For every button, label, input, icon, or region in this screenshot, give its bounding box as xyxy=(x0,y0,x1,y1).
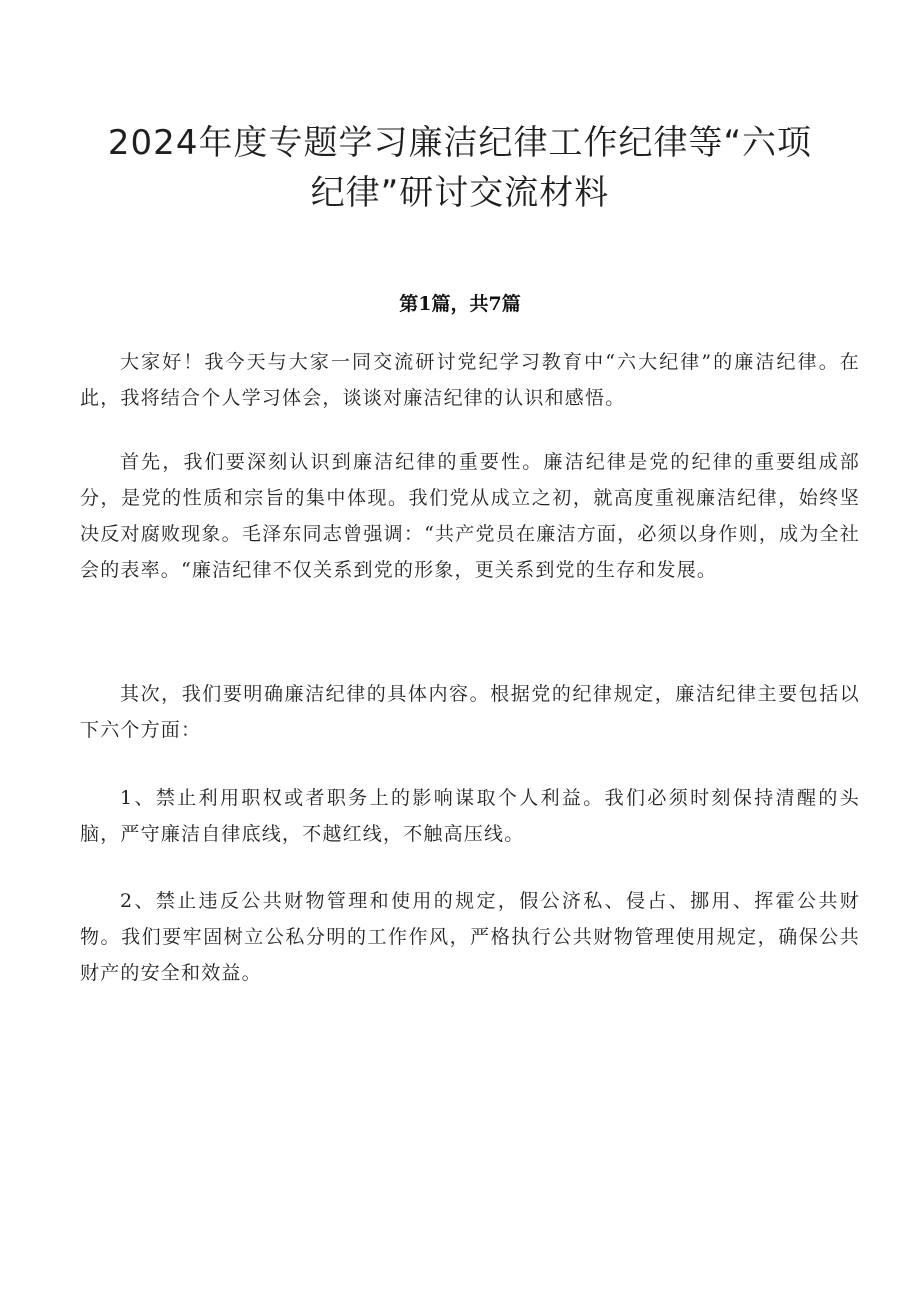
section-heading: 第1篇，共7篇 xyxy=(399,293,521,315)
paragraph-content-intro: 其次，我们要明确廉洁纪律的具体内容。根据党的纪律规定，廉洁纪律主要包括以下六个方面： xyxy=(80,683,860,741)
paragraph-importance: 首先，我们要深刻认识到廉洁纪律的重要性。廉洁纪律是党的纪律的重要组成部分，是党的性质和宗旨的集中体现。我们党从成立之初，就高度重视廉洁纪律，始终坚决反对腐败现象。毛泽东同志曾强调：“共产党员在廉洁方面，必须以身作则，成为全社会的表率。“廉洁纪律不仅关系到党的形象，更关系到党的生存和发展。 xyxy=(80,451,860,581)
paragraph-greeting: 大家好！我今天与大家一同交流研讨党纪学习教育中“六大纪律”的廉洁纪律。在此，我将结合个人学习体会，谈谈对廉洁纪律的认识和感悟。 xyxy=(80,351,860,409)
paragraph-item-2: 2、禁止违反公共财物管理和使用的规定，假公济私、侵占、挪用、挥霍公共财物。我们要牢固树立公私分明的工作作风，严格执行公共财物管理使用规定，确保公共财产的安全和效益。 xyxy=(80,890,860,984)
paragraph-item-1: 1、禁止利用职权或者职务上的影响谋取个人利益。我们必须时刻保持清醒的头脑，严守廉洁自律底线，不越红线，不触高压线。 xyxy=(80,787,860,845)
document-title: 2024年度专题学习廉洁纪律工作纪律等“六项纪律”研讨交流材料 xyxy=(107,123,813,213)
